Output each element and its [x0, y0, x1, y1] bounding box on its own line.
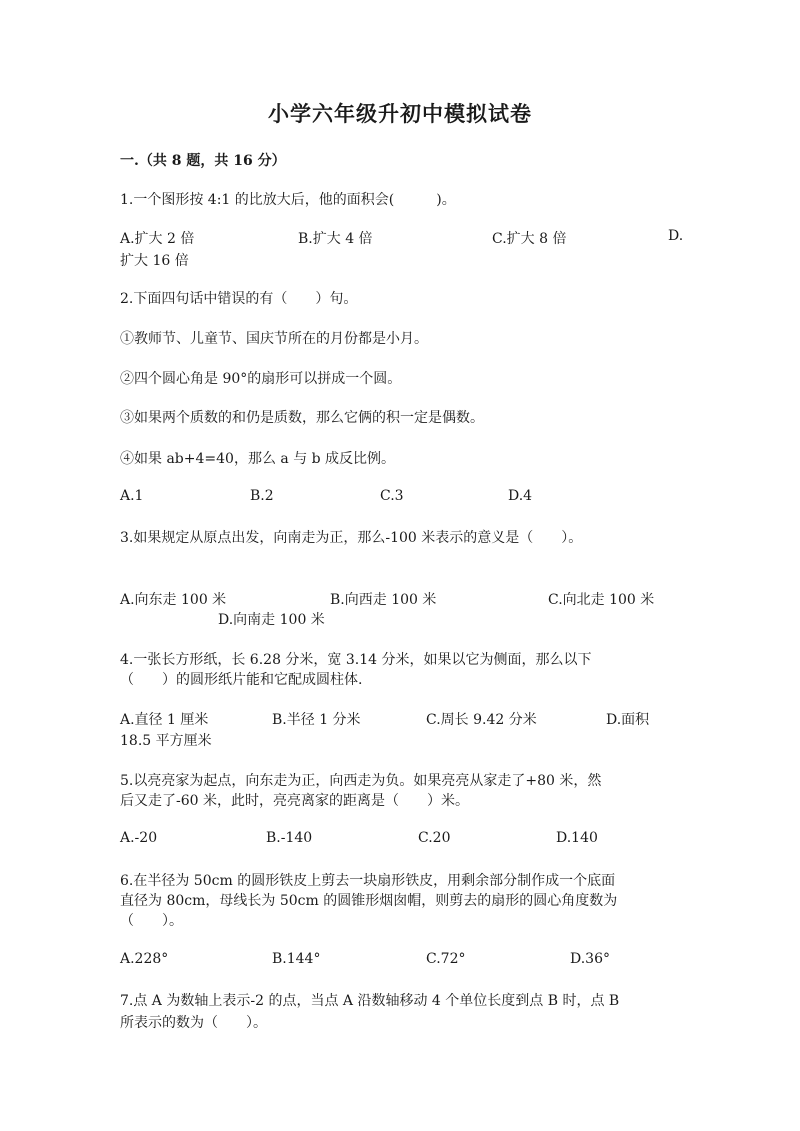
question-4-option-d: D.面积	[606, 712, 650, 728]
question-5-stem-line-2: 后又走了-60 米，此时，亮亮离家的距离是（ ）米。	[120, 793, 469, 809]
question-2-statement-2: ②四个圆心角是 90°的扇形可以拼成一个圆。	[120, 371, 402, 387]
question-1-stem: 1.一个图形按 4:1 的比放大后，他的面积会( )。	[120, 192, 456, 208]
question-2-option-b: B.2	[250, 488, 274, 504]
question-3-option-a: A.向东走 100 米	[120, 592, 227, 608]
question-2-option-a: A.1	[120, 488, 144, 504]
question-1-option-d: D.	[668, 228, 684, 244]
question-6-option-d: D.36°	[570, 951, 610, 967]
question-2-option-d: D.4	[508, 488, 533, 504]
question-1-option-a: A.扩大 2 倍	[120, 231, 195, 247]
question-4-option-d-text: 18.5 平方厘米	[120, 733, 212, 749]
question-6-stem-line-3: （ ）。	[120, 913, 183, 929]
question-2-statement-4: ④如果 ab+4=40，那么 a 与 b 成反比例。	[120, 451, 396, 467]
question-2-stem: 2.下面四句话中错误的有（ ）句。	[120, 291, 358, 307]
question-6-option-b: B.144°	[272, 951, 321, 967]
question-4-stem-line-1: 4.一张长方形纸，长 6.28 分米，宽 3.14 分米，如果以它为侧面，那么以下	[120, 652, 592, 668]
question-4-option-c: C.周长 9.42 分米	[426, 712, 537, 728]
question-7-stem-line-2: 所表示的数为（ ）。	[120, 1015, 267, 1031]
question-6-option-c: C.72°	[426, 951, 466, 967]
question-1-option-b: B.扩大 4 倍	[298, 231, 373, 247]
question-3-option-d: D.向南走 100 米	[218, 612, 325, 628]
question-5-option-c: C.20	[418, 830, 451, 846]
question-3-option-c: C.向北走 100 米	[548, 592, 655, 608]
question-5-stem-line-1: 5.以亮亮家为起点，向东走为正，向西走为负。如果亮亮从家走了+80 米，然	[120, 773, 602, 789]
question-5-option-d: D.140	[556, 830, 598, 846]
section-header: 一.（共 8 题，共 16 分）	[120, 153, 286, 169]
question-7-stem-line-1: 7.点 A 为数轴上表示-2 的点，当点 A 沿数轴移动 4 个单位长度到点 B 时，点 B	[120, 993, 620, 1009]
question-3-stem: 3.如果规定从原点出发，向南走为正，那么-100 米表示的意义是（ ）。	[120, 530, 583, 546]
page-title: 小学六年级升初中模拟试卷	[268, 101, 532, 126]
question-5-option-b: B.-140	[266, 830, 313, 846]
question-1-option-c: C.扩大 8 倍	[492, 231, 567, 247]
question-1-option-d-text: 扩大 16 倍	[120, 253, 189, 269]
question-6-stem-line-1: 6.在半径为 50cm 的圆形铁皮上剪去一块扇形铁皮，用剩余部分制作成一个底面	[120, 873, 616, 889]
question-4-option-b: B.半径 1 分米	[272, 712, 361, 728]
question-3-option-b: B.向西走 100 米	[330, 592, 437, 608]
question-6-stem-line-2: 直径为 80cm，母线长为 50cm 的圆锥形烟囱帽，则剪去的扇形的圆心角度数为	[120, 893, 618, 909]
question-5-option-a: A.-20	[120, 830, 158, 846]
question-2-option-c: C.3	[380, 488, 404, 504]
question-4-stem-line-2: （ ）的圆形纸片能和它配成圆柱体.	[120, 672, 363, 688]
question-2-statement-1: ①教师节、儿童节、国庆节所在的月份都是小月。	[120, 331, 428, 347]
question-4-option-a: A.直径 1 厘米	[120, 712, 209, 728]
question-2-statement-3: ③如果两个质数的和仍是质数，那么它俩的积一定是偶数。	[120, 410, 484, 426]
question-6-option-a: A.228°	[120, 951, 169, 967]
